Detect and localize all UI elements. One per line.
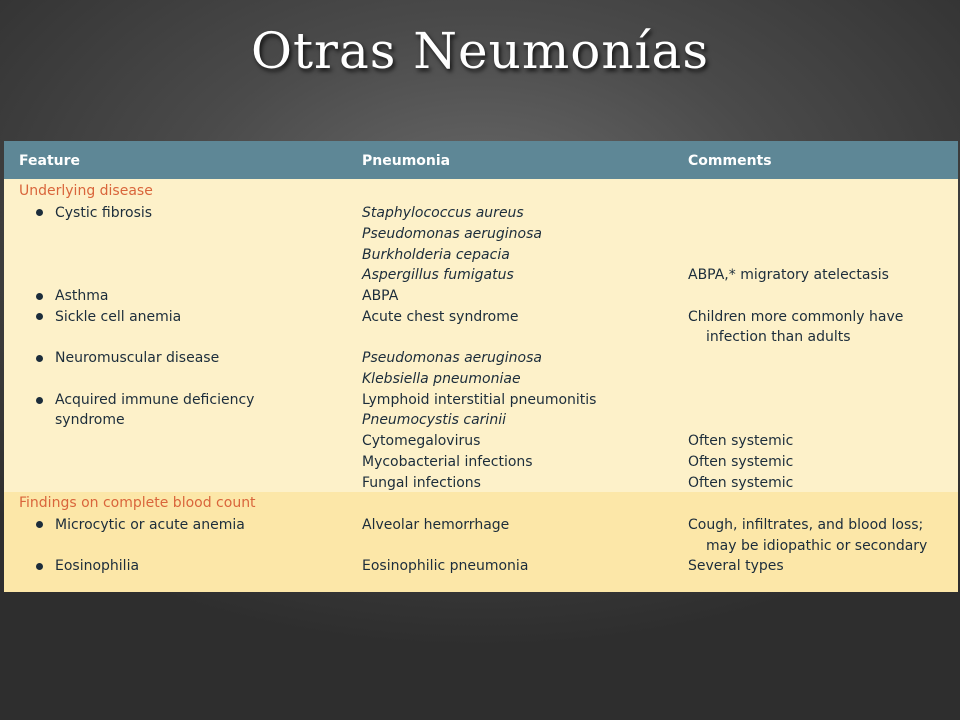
header-pneumonia: Pneumonia <box>362 153 451 169</box>
bullet-icon <box>36 293 43 300</box>
feature-cell: Acquired immune deficiency <box>55 392 255 408</box>
pneumonia-cell: Burkholderia cepacia <box>362 247 510 263</box>
pneumonia-cell: Alveolar hemorrhage <box>362 517 510 533</box>
header-comments: Comments <box>688 153 772 169</box>
feature-cell-continued: syndrome <box>55 412 125 428</box>
pneumonia-cell: ABPA <box>362 288 399 304</box>
header-feature: Feature <box>19 153 80 169</box>
feature-cell: Cystic fibrosis <box>55 205 153 221</box>
section-title-blood-count: Findings on complete blood count <box>19 495 256 511</box>
feature-cell: Asthma <box>55 288 109 304</box>
comments-cell: Often systemic <box>688 454 794 470</box>
pneumonia-cell: Fungal infections <box>362 475 481 491</box>
feature-cell: Sickle cell anemia <box>55 309 182 325</box>
feature-cell: Eosinophilia <box>55 558 140 574</box>
pneumonia-cell: Acute chest syndrome <box>362 309 519 325</box>
bullet-icon <box>36 355 43 362</box>
pneumonia-table <box>4 141 958 592</box>
comments-cell: ABPA,* migratory atelectasis <box>688 267 889 283</box>
pneumonia-cell: Pneumocystis carinii <box>362 412 506 428</box>
bullet-icon <box>36 521 43 528</box>
feature-cell: Neuromuscular disease <box>55 350 220 366</box>
bullet-icon <box>36 209 43 216</box>
pneumonia-cell: Mycobacterial infections <box>362 454 533 470</box>
section-title-underlying-disease: Underlying disease <box>19 183 153 199</box>
pneumonia-cell: Klebsiella pneumoniae <box>362 371 521 387</box>
slide-title: Otras Neumonías <box>250 22 710 80</box>
comments-cell-continued: infection than adults <box>706 329 851 345</box>
pneumonia-cell: Pseudomonas aeruginosa <box>362 226 542 242</box>
comments-cell: Children more commonly have <box>688 309 904 325</box>
table-header <box>4 141 958 179</box>
pneumonia-cell: Eosinophilic pneumonia <box>362 558 529 574</box>
comments-cell: Several types <box>688 558 784 574</box>
pneumonia-cell: Cytomegalovirus <box>362 433 481 449</box>
feature-cell: Microcytic or acute anemia <box>55 517 245 533</box>
bullet-icon <box>36 563 43 570</box>
bullet-icon <box>36 313 43 320</box>
pneumonia-cell: Aspergillus fumigatus <box>362 267 514 283</box>
comments-cell: Cough, infiltrates, and blood loss; <box>688 517 924 533</box>
bullet-icon <box>36 397 43 404</box>
comments-cell: Often systemic <box>688 475 794 491</box>
pneumonia-cell: Pseudomonas aeruginosa <box>362 350 542 366</box>
comments-cell-continued: may be idiopathic or secondary <box>706 538 928 554</box>
comments-cell: Often systemic <box>688 433 794 449</box>
pneumonia-cell: Lymphoid interstitial pneumonitis <box>362 392 597 408</box>
pneumonia-cell: Staphylococcus aureus <box>362 205 524 221</box>
